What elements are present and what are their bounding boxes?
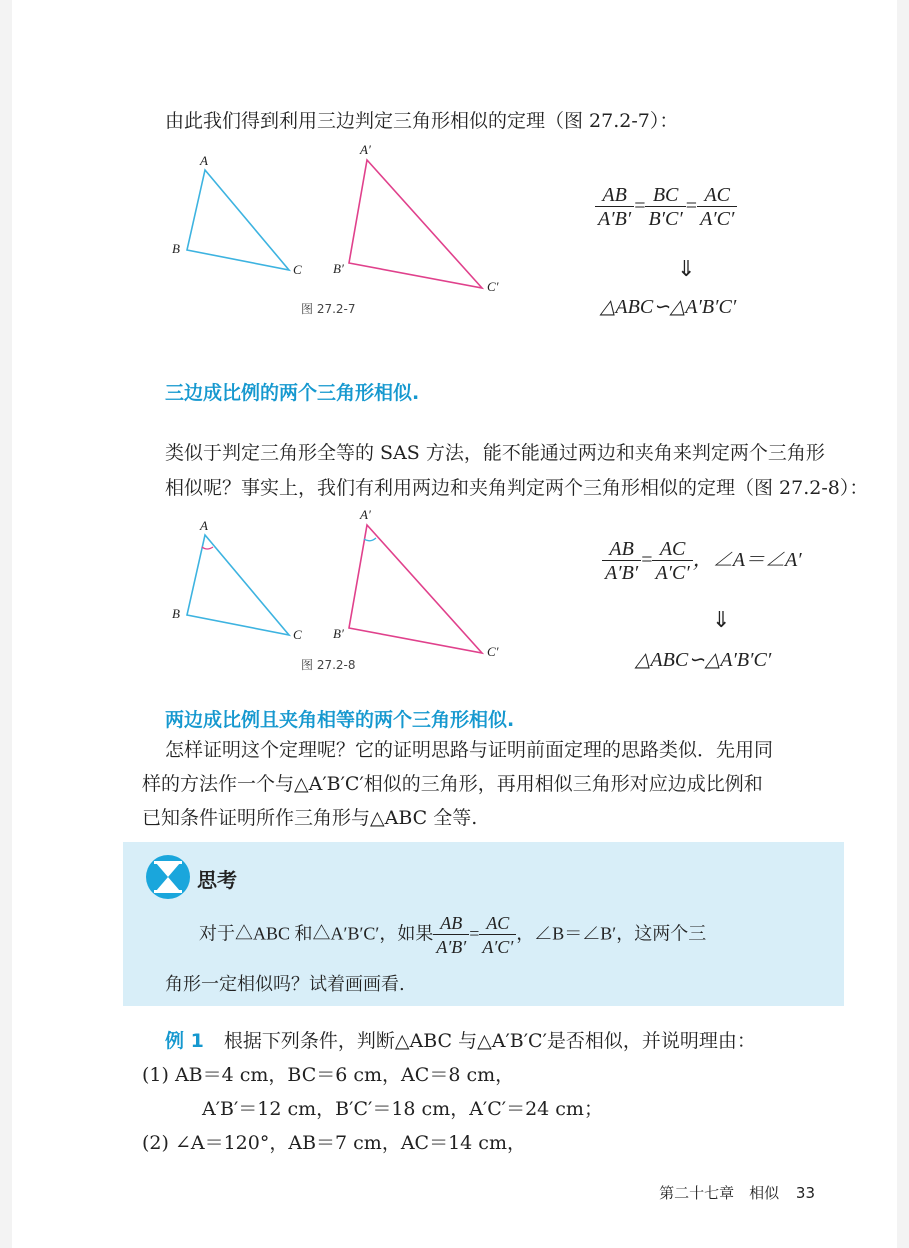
vertex-b: B — [172, 241, 180, 256]
example-item2: (2) ∠A＝120°，AB＝7 cm，AC＝14 cm， — [142, 1132, 526, 1154]
textbook-page — [12, 0, 897, 1248]
theorem-sss: 三边成比例的两个三角形相似. — [165, 382, 420, 404]
para3-line2: 样的方法作一个与△A′B′C′相似的三角形，再用相似三角形对应边成比例和 — [142, 773, 763, 795]
formula-sas: $\frac{AB}{A'B'}$ = $\frac{AC}{A'C'}$ ，∠A＝∠A′ — [602, 538, 802, 585]
page-footer — [659, 1182, 815, 1203]
page-number: 33 — [795, 1184, 815, 1202]
implies-arrow-1: ⇓ — [677, 256, 696, 281]
think-line2: 角形一定相似吗？试着画画看. — [165, 974, 405, 995]
para3-line3: 已知条件证明所作三角形与△ABC 全等. — [142, 807, 478, 829]
vertex-a: A — [200, 153, 208, 168]
think-title: 思考 — [197, 868, 237, 892]
vertex-a-prime-2: A′ — [360, 507, 371, 522]
example-item1-b: A′B′＝12 cm，B′C′＝18 cm，A′C′＝24 cm； — [202, 1098, 603, 1120]
vertex-b-2: B — [172, 606, 180, 621]
vertex-b-prime-2: B′ — [333, 626, 344, 641]
fraction-ac-2: $\frac{AC}{A'C'}$ — [652, 538, 692, 585]
unused — [349, 525, 482, 653]
hourglass-icon — [145, 854, 191, 900]
triangle-abc-2 — [187, 535, 289, 635]
triangle-abc — [187, 170, 289, 270]
fraction-bc: $\frac{BC}{B'C'}$ — [645, 184, 685, 231]
implies-arrow-2: ⇓ — [712, 607, 731, 632]
figure-27-2-8 — [152, 505, 532, 680]
example-text: 根据下列条件，判断△ABC 与△A′B′C′是否相似，并说明理由： — [223, 1030, 756, 1052]
para2-line2: 相似呢？事实上，我们有利用两边和夹角判定两个三角形相似的定理（图 27.2-8）： — [165, 477, 869, 499]
example-item1-a: (1) AB＝4 cm，BC＝6 cm，AC＝8 cm， — [142, 1064, 515, 1086]
figure-27-2-8-caption: 图 27.2-8 — [301, 658, 356, 672]
vertex-c-prime-2: C′ — [487, 644, 499, 659]
triangle-a1b1c1 — [349, 160, 482, 288]
theorem-sas: 两边成比例且夹角相等的两个三角形相似. — [165, 709, 515, 731]
think-box — [123, 842, 844, 1006]
vertex-a-2: A — [200, 518, 208, 533]
conclusion-2: △ABC∽△A′B′C′ — [635, 649, 772, 671]
vertex-a-prime: A′ — [360, 142, 371, 157]
vertex-c-prime: C′ — [487, 279, 499, 294]
formula-sss: $\frac{AB}{A'B'}$ = $\frac{BC}{B'C'}$ = $\frac{AC}{A'C'}$ — [595, 184, 737, 231]
intro-text: 由此我们得到利用三边判定三角形相似的定理（图 27.2-7）： — [165, 110, 679, 132]
think-line1: 对于△ABC 和△A′B′C′，如果 $\frac{AB}{A'B'}$ = $\frac{AC}{A'C'}$ ，∠B＝∠B′，这两个三 — [199, 913, 707, 957]
fraction-ab-2: $\frac{AB}{A'B'}$ — [602, 538, 641, 585]
fraction-ab: $\frac{AB}{A'B'}$ — [595, 184, 634, 231]
vertex-c: C — [293, 262, 302, 277]
para3-line1: 怎样证明这个定理呢？它的证明思路与证明前面定理的思路类似．先用同 — [165, 739, 774, 761]
chapter-title: 第二十七章 相似 — [659, 1184, 780, 1202]
vertex-b-prime: B′ — [333, 261, 344, 276]
figure-27-2-7-caption: 图 27.2-7 — [301, 302, 356, 316]
conclusion-1: △ABC∽△A′B′C′ — [600, 296, 737, 318]
example-1 — [165, 1024, 756, 1058]
angle-mark-a-prime — [364, 538, 376, 541]
para2-line1: 类似于判定三角形全等的 SAS 方法，能不能通过两边和夹角来判定两个三角形 — [165, 442, 825, 464]
fraction-ac: $\frac{AC}{A'C'}$ — [697, 184, 737, 231]
angle-mark-a — [202, 547, 213, 549]
vertex-c-2: C — [293, 627, 302, 642]
example-label: 例 1 — [165, 1030, 204, 1052]
triangle-a1b1c1-2 — [349, 525, 482, 653]
